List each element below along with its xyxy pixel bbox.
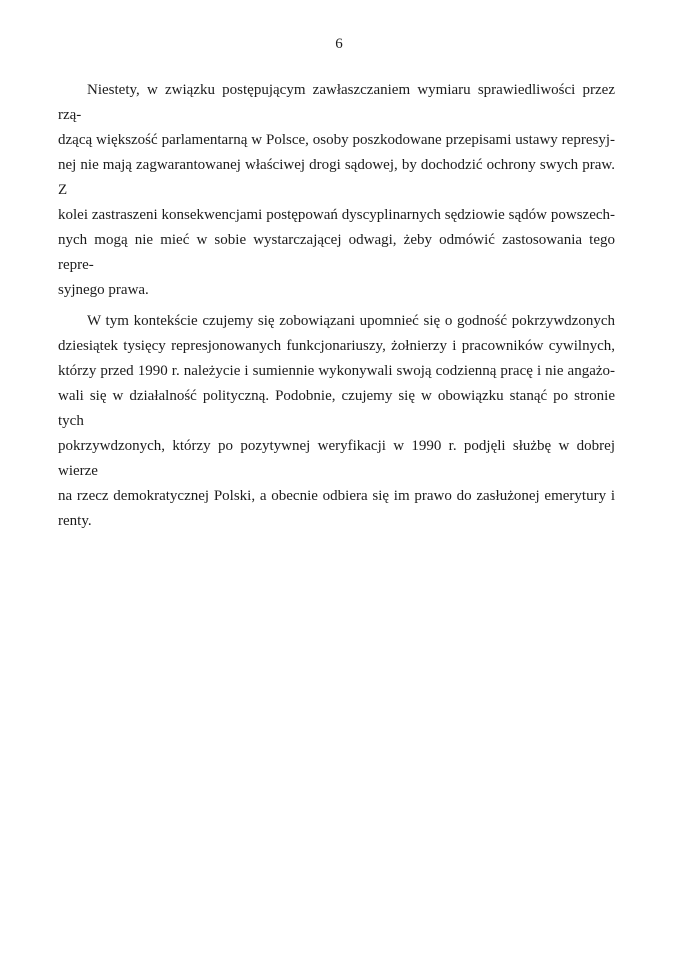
text-line: na rzecz demokratycznej Polski, a obecnie odbiera się im prawo do zasłużonej emerytury i: [58, 488, 615, 504]
text-line: W tym kontekście czujemy się zobowiązani upomnieć się o godność pokrzywdzonych: [87, 313, 615, 329]
text-line: Niestety, w związku postępującym zawłaszczaniem wymiaru sprawiedliwości przez rzą-: [58, 82, 615, 123]
text-line: dzącą większość parlamentarną w Polsce, osoby poszkodowane przepisami ustawy represyj-: [58, 132, 615, 148]
text-line: pokrzywdzonych, którzy po pozytywnej weryfikacji w 1990 r. podjęli służbę w dobrej wierze: [58, 438, 615, 479]
text-line: którzy przed 1990 r. należycie i sumiennie wykonywali swoją codzienną pracę i nie angażo-: [58, 363, 615, 379]
text-line: nych mogą nie mieć w sobie wystarczającej odwagi, żeby odmówić zastosowania tego repre-: [58, 232, 615, 273]
text-line: nej nie mają zagwarantowanej właściwej drogi sądowej, by dochodzić ochrony swych praw. Z: [58, 157, 615, 198]
page-number: 6: [335, 36, 343, 52]
text-line: wali się w działalność polityczną. Podobnie, czujemy się w obowiązku stanąć po stronie tych: [58, 388, 615, 429]
text-line: kolei zastraszeni konsekwencjami postępowań dyscyplinarnych sędziowie sądów powszech-: [58, 207, 615, 223]
page-content: [58, 78, 615, 534]
paragraph-2: [58, 309, 615, 534]
text-line: renty.: [58, 513, 92, 529]
text-line: syjnego prawa.: [58, 282, 149, 298]
text-line: dziesiątek tysięcy represjonowanych funkcjonariuszy, żołnierzy i pracowników cywilnych,: [58, 338, 615, 354]
paragraph-1: [58, 78, 615, 303]
